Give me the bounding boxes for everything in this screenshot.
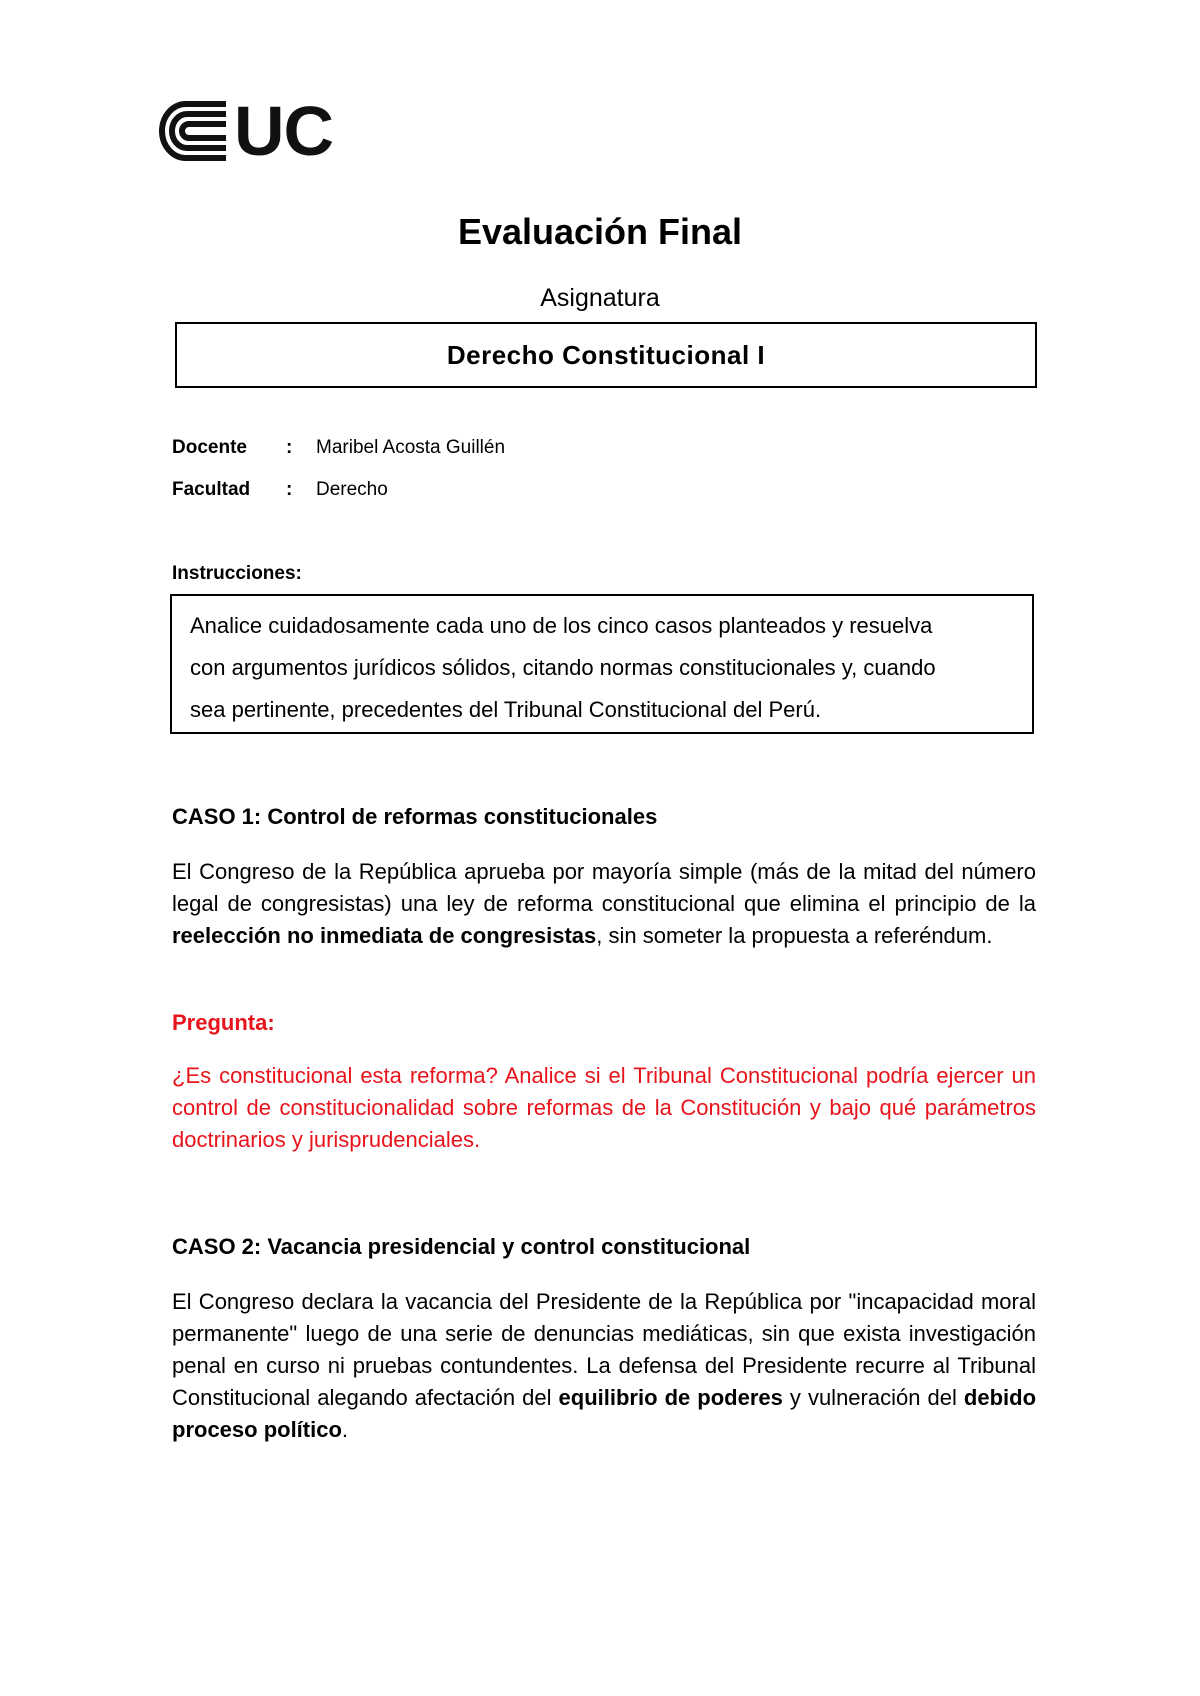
instructions-line: Analice cuidadosamente cada uno de los cinco casos planteados y resuelva — [190, 613, 933, 638]
case-1-heading-wrap — [172, 802, 1036, 832]
instructions-line: sea pertinente, precedentes del Tribunal Constitucional del Perú. — [190, 697, 822, 722]
case-2-heading: CASO 2: Vacancia presidencial y control constitucional — [172, 1234, 751, 1259]
logo-text: UC — [234, 92, 334, 170]
course-name-box — [175, 322, 1037, 388]
facultad-value: Derecho — [316, 479, 388, 500]
case-2-text-part3: . — [341, 1417, 349, 1442]
uc-logo — [158, 92, 334, 170]
case-2-text-part2: y vulneración del — [782, 1385, 964, 1410]
case-1-question-text: ¿Es constitucional esta reforma? Analice si el Tribunal Constitucional podría ejercer un control de constitucionalidad sobre reformas de la Constitución y bajo qué parámetros doctrinarios y jurisprudenciales. — [172, 1063, 1036, 1152]
case-1-body — [172, 856, 1036, 952]
uc-stripes-logo-icon — [158, 100, 228, 162]
case-1-heading: CASO 1: Control de reformas constitucionales — [172, 804, 658, 829]
document-subtitle: Asignatura — [540, 284, 660, 312]
case-2-text-bold-2: debido proceso político — [172, 1385, 1037, 1442]
docente-label: Docente — [172, 437, 247, 458]
instructions-line: con argumentos jurídicos sólidos, citando normas constitucionales y, cuando — [190, 655, 936, 680]
facultad-label: Facultad — [172, 479, 251, 500]
case-2-heading-wrap — [172, 1232, 1036, 1262]
instructions-label: Instrucciones: — [172, 563, 302, 584]
case-2-text-part1: El Congreso declara la vacancia del Presidente de la República por "incapacidad moral permanente" luego de una serie de denuncias mediáticas, sin que exista investigación penal en curso ni pruebas contundentes. La defensa del Presidente recurre al Tribunal Constitucional alegando afectación del — [172, 1289, 1036, 1410]
case-1-text-bold: reelección no inmediata de congresistas — [172, 923, 597, 948]
case-1-text-part1: El Congreso de la República aprueba por mayoría simple (más de la mitad del número legal de congresistas) una ley de reforma constitucional que elimina el principio de la — [172, 859, 1036, 916]
facultad-colon: : — [286, 479, 293, 500]
course-name: Derecho Constitucional I — [446, 339, 766, 370]
docente-value: Maribel Acosta Guillén — [316, 437, 506, 458]
case-1-question-wrap — [172, 1060, 1036, 1156]
document-title: Evaluación Final — [457, 211, 743, 252]
case-1-question-label-wrap — [172, 1008, 1036, 1038]
case-2-paragraph — [172, 1286, 1036, 1446]
case-1-paragraph — [172, 856, 1036, 952]
instructions-box — [170, 594, 1034, 734]
case-1-text-part2: , sin someter la propuesta a referéndum. — [596, 923, 993, 948]
case-1-question-label: Pregunta: — [172, 1010, 275, 1035]
case-2-text-bold-1: equilibrio de poderes — [558, 1385, 783, 1410]
case-2-body — [172, 1286, 1036, 1446]
docente-colon: : — [286, 437, 293, 458]
